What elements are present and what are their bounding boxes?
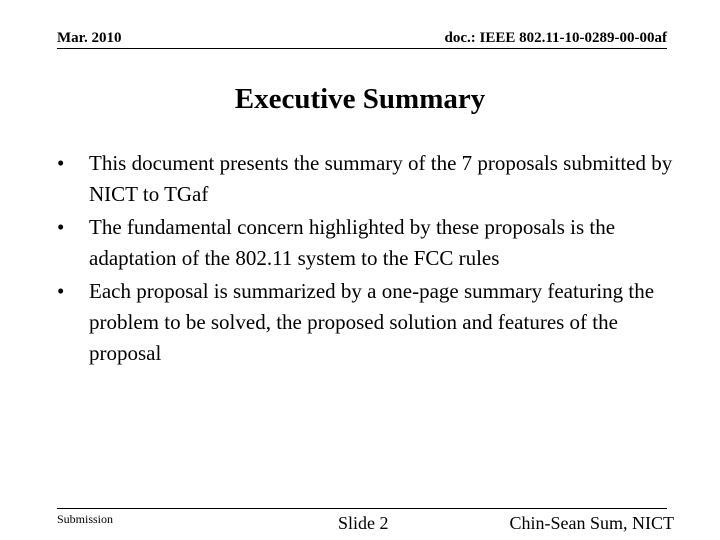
header-doc-id: doc.: IEEE 802.11-10-0289-00-00af (444, 30, 667, 46)
bullet-icon: • (57, 151, 65, 175)
footer-author: Chin-Sean Sum, NICT (509, 513, 674, 533)
bullet-item (57, 148, 677, 210)
header-divider (57, 48, 667, 49)
footer-divider (57, 508, 667, 509)
header-date: Mar. 2010 (57, 30, 122, 46)
bullet-icon: • (57, 279, 65, 303)
bullet-text: The fundamental concern highlighted by these proposals is the adaptation of the 802.11 system to the FCC rules (89, 215, 616, 270)
bullet-item (57, 212, 677, 274)
footer-submission: Submission (57, 512, 114, 526)
bullet-icon: • (57, 215, 65, 239)
slide-title: Executive Summary (234, 83, 486, 115)
bullet-text: Each proposal is summarized by a one-page summary featuring the problem to be solved, the proposed solution and features of the proposal (89, 279, 655, 365)
footer-slide-number: Slide 2 (338, 513, 389, 533)
bullet-text: This document presents the summary of the 7 proposals submitted by NICT to TGaf (89, 151, 673, 206)
bullet-list (57, 148, 677, 371)
bullet-item (57, 276, 677, 369)
